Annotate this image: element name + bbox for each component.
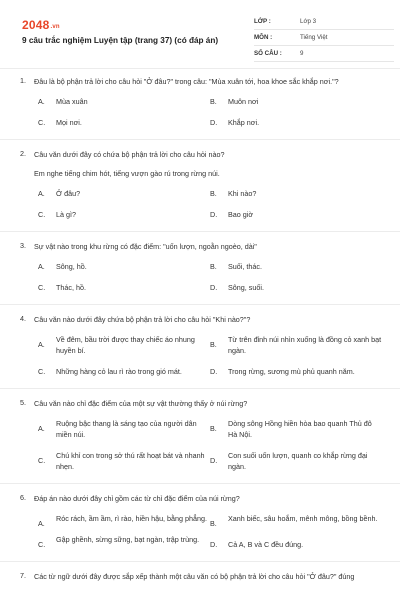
answer-options bbox=[38, 96, 390, 128]
option-text: Mùa xuân bbox=[56, 97, 88, 106]
page-title: 9 câu trắc nghiệm Luyện tập (trang 37) (có đáp án) bbox=[22, 36, 219, 45]
option-d[interactable] bbox=[210, 209, 382, 220]
option-d[interactable] bbox=[210, 282, 382, 293]
option-letter: B. bbox=[210, 189, 217, 198]
option-text: Khắp nơi. bbox=[228, 118, 260, 127]
option-c[interactable] bbox=[38, 282, 210, 293]
option-text: Sông, hồ. bbox=[56, 262, 87, 271]
option-a[interactable] bbox=[38, 418, 210, 440]
option-letter: A. bbox=[38, 519, 45, 528]
option-text: Chú khỉ con trong sở thú rất hoạt bát và nhanh nhẹn. bbox=[56, 451, 205, 471]
option-letter: B. bbox=[210, 340, 217, 349]
meta-row-count bbox=[254, 46, 394, 62]
option-c[interactable] bbox=[38, 209, 210, 220]
question-text: Câu văn nào dưới đây chứa bộ phận trả lời cho câu hỏi "Khi nào?"? bbox=[34, 315, 251, 324]
option-letter: B. bbox=[210, 262, 217, 271]
option-letter: A. bbox=[38, 262, 45, 271]
option-text: Khi nào? bbox=[228, 189, 257, 198]
option-c[interactable] bbox=[38, 366, 210, 377]
meta-key: SỐ CÂU : bbox=[254, 50, 282, 57]
option-text: Sông, suối. bbox=[228, 283, 264, 292]
option-letter: C. bbox=[38, 118, 46, 127]
meta-value: Lớp 3 bbox=[300, 18, 317, 25]
option-letter: D. bbox=[210, 118, 218, 127]
option-a[interactable] bbox=[38, 261, 210, 272]
option-b[interactable] bbox=[210, 418, 382, 440]
question-text: Đáp án nào dưới đây chỉ gồm các từ chỉ đặc điểm của núi rừng? bbox=[34, 494, 240, 503]
option-letter: D. bbox=[210, 367, 218, 376]
option-text: Gập ghềnh, sừng sững, bạt ngàn, trập trùng. bbox=[56, 535, 200, 544]
answer-options bbox=[38, 261, 390, 293]
option-b[interactable] bbox=[210, 188, 382, 199]
option-a[interactable] bbox=[38, 334, 210, 356]
option-letter: D. bbox=[210, 210, 218, 219]
option-letter: D. bbox=[210, 283, 218, 292]
option-letter: D. bbox=[210, 456, 218, 465]
question-text: Câu văn nào chỉ đặc điểm của một sự vật thường thấy ở núi rừng? bbox=[34, 399, 248, 408]
option-a[interactable] bbox=[38, 96, 210, 107]
option-text: Về đêm, bầu trời được thay chiếc áo nhung huyền bí. bbox=[56, 335, 195, 355]
question-number: 6. bbox=[20, 493, 26, 502]
option-letter: B. bbox=[210, 519, 217, 528]
option-text: Xanh biếc, sâu hoắm, mênh mông, bồng bềnh. bbox=[228, 514, 378, 523]
option-letter: A. bbox=[38, 189, 45, 198]
option-text: Trong rừng, sương mù phủ quanh năm. bbox=[228, 367, 355, 376]
option-text: Những hàng cỏ lau rì rào trong gió mát. bbox=[56, 367, 182, 376]
question-7 bbox=[20, 571, 390, 582]
option-text: Ở đâu? bbox=[56, 189, 81, 198]
option-text: Róc rách, ầm ầm, rì rào, hiền hậu, bằng phẳng. bbox=[56, 514, 208, 523]
question-2 bbox=[20, 149, 390, 220]
meta-value: Tiếng Việt bbox=[300, 34, 328, 41]
option-letter: C. bbox=[38, 283, 46, 292]
logo-suffix: .vn bbox=[50, 24, 60, 30]
option-letter: A. bbox=[38, 340, 45, 349]
question-number: 1. bbox=[20, 76, 26, 85]
option-a[interactable] bbox=[38, 188, 210, 199]
option-b[interactable] bbox=[210, 334, 382, 356]
question-list bbox=[20, 76, 390, 582]
question-number: 2. bbox=[20, 149, 26, 158]
document-header bbox=[16, 14, 386, 64]
option-letter: A. bbox=[38, 97, 45, 106]
logo-text: 2048 bbox=[22, 18, 50, 32]
meta-key: MÔN : bbox=[254, 34, 273, 41]
option-a[interactable] bbox=[38, 513, 210, 528]
option-letter: A. bbox=[38, 424, 45, 433]
question-text: Sự vật nào trong khu rừng có đặc điểm: "uốn lượn, ngoằn ngoèo, dài" bbox=[34, 242, 257, 251]
question-4 bbox=[20, 314, 390, 377]
question-5 bbox=[20, 398, 390, 472]
option-text: Con suối uốn lượn, quanh co khắp rừng đại ngàn. bbox=[228, 451, 368, 471]
meta-table bbox=[254, 14, 394, 62]
option-d[interactable] bbox=[210, 539, 382, 550]
option-d[interactable] bbox=[210, 117, 382, 128]
option-text: Ruộng bậc thang là sáng tạo của người dân miền núi. bbox=[56, 419, 197, 439]
option-letter: C. bbox=[38, 540, 46, 549]
question-text: Câu văn dưới đây có chứa bộ phận trả lời cho câu hỏi nào? bbox=[34, 150, 225, 159]
question-divider bbox=[0, 231, 400, 232]
option-letter: B. bbox=[210, 97, 217, 106]
question-divider bbox=[0, 139, 400, 140]
answer-options bbox=[38, 188, 390, 220]
option-d[interactable] bbox=[210, 366, 382, 377]
meta-value: 9 bbox=[300, 50, 304, 57]
question-number: 3. bbox=[20, 241, 26, 250]
option-b[interactable] bbox=[210, 513, 382, 528]
answer-options bbox=[38, 334, 390, 377]
question-divider bbox=[0, 304, 400, 305]
option-text: Từ trên đỉnh núi nhìn xuống là đồng cỏ xanh bạt ngàn. bbox=[228, 335, 382, 355]
question-text: Các từ ngữ dưới đây được sắp xếp thành một câu văn có bộ phận trả lời cho câu hỏi "Ở đâu?" đúng bbox=[34, 572, 355, 581]
option-letter: C. bbox=[38, 367, 46, 376]
option-c[interactable] bbox=[38, 117, 210, 128]
option-text: Muôn nơi bbox=[228, 97, 259, 106]
option-d[interactable] bbox=[210, 450, 382, 472]
option-text: Là gì? bbox=[56, 210, 76, 219]
question-divider bbox=[0, 561, 400, 562]
option-c[interactable] bbox=[38, 450, 210, 472]
question-6 bbox=[20, 493, 390, 550]
question-number: 7. bbox=[20, 571, 26, 580]
option-letter: C. bbox=[38, 210, 46, 219]
option-letter: C. bbox=[38, 456, 46, 465]
meta-row-class bbox=[254, 14, 394, 30]
option-c[interactable] bbox=[38, 534, 210, 550]
option-letter: B. bbox=[210, 424, 217, 433]
question-divider bbox=[0, 388, 400, 389]
question-divider bbox=[0, 483, 400, 484]
site-logo[interactable] bbox=[22, 18, 60, 32]
meta-row-subject bbox=[254, 30, 394, 46]
question-number: 5. bbox=[20, 398, 26, 407]
option-text: Cả A, B và C đều đúng. bbox=[228, 540, 304, 549]
answer-options bbox=[38, 418, 390, 472]
option-text: Dòng sông Hồng hiền hòa bao quanh Thủ đô Hà Nội. bbox=[228, 419, 372, 439]
option-letter: D. bbox=[210, 540, 218, 549]
header-divider bbox=[0, 68, 400, 69]
question-passage: Em nghe tiếng chim hót, tiếng vượn gào rú trong rừng núi. bbox=[34, 169, 220, 178]
question-text: Đâu là bộ phận trả lời cho câu hỏi "Ở đâu?" trong câu: "Mùa xuân tới, hoa khoe sắc khắp nơi."? bbox=[34, 77, 339, 86]
option-text: Bao giờ bbox=[228, 210, 254, 219]
option-b[interactable] bbox=[210, 96, 382, 107]
question-number: 4. bbox=[20, 314, 26, 323]
meta-key: LỚP : bbox=[254, 18, 271, 25]
option-text: Thác, hồ. bbox=[56, 283, 86, 292]
question-1 bbox=[20, 76, 390, 128]
option-text: Suối, thác. bbox=[228, 262, 262, 271]
option-b[interactable] bbox=[210, 261, 382, 272]
answer-options bbox=[38, 513, 390, 550]
option-text: Mọi nơi. bbox=[56, 118, 82, 127]
question-3 bbox=[20, 241, 390, 293]
